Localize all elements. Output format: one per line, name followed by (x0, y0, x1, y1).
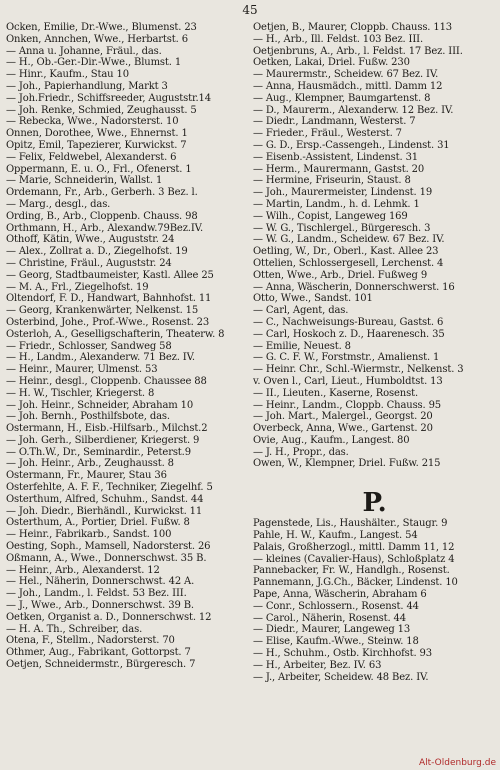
right-column (253, 22, 496, 683)
directory-entry: v. Oven l., Carl, Lieut., Humboldtst. 13 (253, 375, 443, 387)
directory-entry: Otena, F., Stellm., Nadorsterst. 70 (6, 635, 175, 647)
directory-entry: Onnen, Dorothee, Wwe., Ehnernst. 1 (6, 128, 188, 140)
directory-entry: — C., Nachweisungs-Bureau, Gastst. 6 (253, 316, 444, 328)
section-letter: P. (362, 488, 387, 519)
directory-entry: — H., Arbeiter, Bez. IV. 63 (253, 659, 382, 671)
directory-entry: — Joh. Bernh., Posthilfsbote, das. (6, 411, 170, 423)
directory-entry: Othmer, Aug., Fabrikant, Gottorpst. 7 (6, 647, 191, 659)
directory-entry: Osterbind, Johe., Prof.-Wwe., Rosenst. 23 (6, 316, 210, 328)
directory-entry: Othoff, Kätin, Wwe., Auguststr. 24 (6, 234, 175, 246)
directory-entry: — Hel., Näherin, Donnerschwst. 42 A. (6, 576, 195, 588)
directory-entry: — Heinr., desgl., Cloppenb. Chaussee 88 (6, 375, 207, 387)
directory-entry: — Heinr., Maurer, Ulmenst. 53 (6, 364, 158, 376)
directory-entry: — Georg, Stadtbaumeister, Kastl. Allee 25 (6, 269, 214, 281)
directory-entry: Pannebacker, Fr. W., Handlgh., Rosenst. (253, 565, 450, 577)
directory-entry: Owen, W., Klempner, Driel. Fußw. 215 (253, 458, 441, 470)
directory-entry: — Heinr. Chr., Schl.-Wiermstr., Nelkenst. 3 (253, 364, 464, 376)
directory-entry: — Alex., Zollrat a. D., Ziegelhofst. 19 (6, 246, 188, 258)
directory-entry: — M. A., Frl., Ziegelhofst. 19 (6, 281, 149, 293)
directory-entry: Ording, B., Arb., Cloppenb. Chauss. 98 (6, 210, 198, 222)
directory-entry: — Wilh., Copist, Langeweg 169 (253, 210, 408, 222)
directory-entry: — Anna, Hausmädch., mittl. Damm 12 (253, 80, 443, 92)
directory-entry: — W. G., Tischlergel., Bürgeresch. 3 (253, 222, 431, 234)
directory-entry: — Carl, Agent, das. (253, 305, 349, 317)
directory-entry: — Carol., Näherin, Rosenst. 44 (253, 612, 406, 624)
directory-entry: Oetjen, Schneidermstr., Bürgeresch. 7 (6, 659, 196, 671)
directory-entry: — Diedr., Landmann, Westerst. 7 (253, 116, 416, 128)
directory-entry: — Friedr., Schlosser, Sandweg 58 (6, 340, 172, 352)
directory-entry: — Elise, Kaufm.-Wwe., Steinw. 18 (253, 636, 419, 648)
directory-entry: Ostermann, H., Eisb.-Hilfsarb., Milchst.2 (6, 423, 208, 435)
directory-entry: — Heinr., Landm., Cloppb. Chauss. 95 (253, 399, 442, 411)
directory-entry: — Marg., desgl., das. (6, 198, 111, 210)
directory-entry: Osterthum, Alfred, Schuhm., Sandst. 44 (6, 493, 204, 505)
left-column (6, 22, 249, 671)
directory-entry: — Hinr., Kaufm., Stau 10 (6, 69, 129, 81)
directory-entry: — Joh. Heinr., Arb., Zeughausst. 8 (6, 458, 174, 470)
right-column-entries-p (253, 518, 496, 683)
directory-entry: Ovie, Aug., Kaufm., Langest. 80 (253, 434, 410, 446)
directory-entry: — H. W., Tischler, Kriegerst. 8 (6, 387, 155, 399)
directory-entry: Ostermann, Fr., Maurer, Stau 36 (6, 470, 167, 482)
directory-entry: Overbeck, Anna, Wwe., Gartenst. 20 (253, 423, 433, 435)
directory-entry: — Anna, Wäscherin, Donnerschwerst. 16 (253, 281, 455, 293)
directory-entry: — II., Lieuten., Kaserne, Rosenst. (253, 387, 418, 399)
directory-entry: Pannemann, J.G.Ch., Bäcker, Lindenst. 10 (253, 577, 458, 589)
directory-entry: — Hermine, Friseurin, Staust. 8 (253, 175, 411, 187)
directory-entry: — Georg, Krankenwärter, Nelkenst. 15 (6, 305, 199, 317)
directory-entry: Oltendorf, F. D., Handwart, Bahnhofst. 11 (6, 293, 212, 305)
directory-entry: Oetjenbruns, A., Arb., l. Feldst. 17 Bez. III. (253, 45, 463, 57)
directory-entry: — J., Wwe., Arb., Donnerschwst. 39 B. (6, 600, 194, 612)
directory-entry: — D., Maurerm., Alexanderw. 12 Bez. IV. (253, 104, 454, 116)
directory-entry: — G. C. F. W., Forstmstr., Amalienst. 1 (253, 352, 440, 364)
directory-entry: — Heinr., Fabrikarb., Sandst. 100 (6, 529, 172, 541)
directory-entry: — H., Ob.-Ger.-Dir.-Wwe., Blumst. 1 (6, 57, 182, 69)
directory-entry: — Frieder., Fräul., Westerst. 7 (253, 128, 402, 140)
page-number: 45 (242, 3, 258, 17)
directory-entry: Orthmann, H., Arb., Alexandw.79Bez.IV. (6, 222, 203, 234)
directory-entry: Pagenstede, Lis., Haushälter., Staugr. 9 (253, 518, 448, 530)
directory-entry: Oesting, Soph., Mamsell, Nadorsterst. 26 (6, 541, 211, 553)
directory-entry: — Joh., Landm., l. Feldst. 53 Bez. III. (6, 588, 187, 600)
directory-entry: — Joh. Mart., Malergel., Georgst. 20 (253, 411, 433, 423)
directory-entry: Ocken, Emilie, Dr.-Wwe., Blumenst. 23 (6, 22, 197, 33)
directory-entry: Oetken, Lakai, Driel. Fußw. 230 (253, 57, 410, 69)
directory-entry: — Maurermstr., Scheidew. 67 Bez. IV. (253, 69, 439, 81)
directory-entry: Otten, Wwe., Arb., Driel. Fußweg 9 (253, 269, 428, 281)
directory-entry: Opitz, Emil, Tapezierer, Kurwickst. 7 (6, 139, 187, 151)
directory-entry: — H., Landm., Alexanderw. 71 Bez. IV. (6, 352, 195, 364)
directory-entry: — Joh. Heinr., Schneider, Abraham 10 (6, 399, 194, 411)
directory-entry: — Emilie, Neuest. 8 (253, 340, 351, 352)
directory-entry: — Felix, Feldwebel, Alexanderst. 6 (6, 151, 177, 163)
directory-entry: — Joh. Renke, Schmied, Zeughausst. 5 (6, 104, 197, 116)
directory-entry: — Heinr., Arb., Alexanderst. 12 (6, 564, 160, 576)
directory-entry: — H., Arb., Ill. Feldst. 103 Bez. III. (253, 33, 423, 45)
directory-entry: — Joh.Friedr., Schiffsreeder, Auguststr.14 (6, 92, 211, 104)
directory-entry: Onken, Annchen, Wwe., Herbartst. 6 (6, 33, 188, 45)
directory-entry: — Joh., Maurermeister, Lindenst. 19 (253, 187, 433, 199)
directory-entry: Osterthum, A., Portier, Driel. Fußw. 8 (6, 517, 190, 529)
directory-entry: — Martin, Landm., h. d. Lehmk. 1 (253, 198, 420, 210)
directory-entry: — J. H., Propr., das. (253, 446, 349, 458)
right-column-entries-o (253, 22, 496, 470)
directory-entry: — Christine, Fräul., Auguststr. 24 (6, 257, 172, 269)
directory-entry: Osterloh, A., Geselligschafterin, Theaterw. 8 (6, 328, 225, 340)
directory-entry: — Rebecka, Wwe., Nadorsterst. 10 (6, 116, 179, 128)
directory-entry: — Joh. Gerh., Silberdiener, Kriegerst. 9 (6, 434, 200, 446)
directory-entry: — G. D., Ersp.-Cassengeh., Lindenst. 31 (253, 139, 450, 151)
section-gap (253, 470, 496, 488)
directory-entry: Ottelien, Schlossergesell, Lerchenst. 4 (253, 257, 444, 269)
directory-entry: — Conr., Schlossern., Rosenst. 44 (253, 600, 419, 612)
directory-entry: Oetken, Organist a. D., Donnerschwst. 12 (6, 611, 212, 623)
directory-entry: — W. G., Landm., Scheidew. 67 Bez. IV. (253, 234, 445, 246)
directory-entry: Palais, Großherzogl., mittl. Damm 11, 12 (253, 541, 455, 553)
directory-entry: Pahle, H. W., Kaufm., Langest. 54 (253, 530, 418, 542)
directory-entry: Ordemann, Fr., Arb., Gerberh. 3 Bez. l. (6, 187, 198, 199)
directory-entry: — Aug., Klempner, Baumgartenst. 8 (253, 92, 431, 104)
directory-entry: Otto, Wwe., Sandst. 101 (253, 293, 373, 305)
directory-entry: — H. A. Th., Schreiber, das. (6, 623, 143, 635)
directory-entry: — Eisenb.-Assistent, Lindenst. 31 (253, 151, 419, 163)
directory-entry: — Diedr., Maurer, Langeweg 13 (253, 624, 411, 636)
directory-entry: — Carl, Hoskoch z. D., Haarenesch. 35 (253, 328, 445, 340)
directory-entry: Oetling, W., Dr., Oberl., Kast. Allee 23 (253, 246, 439, 258)
directory-entry: — O.Th.W., Dr., Seminardir., Peterst.9 (6, 446, 191, 458)
directory-entry: Oppermann, E. u. O., Frl., Ofenerst. 1 (6, 163, 192, 175)
directory-entry: — H., Schuhm., Ostb. Kirchhofst. 93 (253, 648, 432, 660)
directory-entry: — Joh. Diedr., Bierhändl., Kurwickst. 11 (6, 505, 203, 517)
directory-entry: Oetjen, B., Maurer, Cloppb. Chauss. 113 (253, 22, 452, 33)
directory-entry: — Joh., Papierhandlung, Markt 3 (6, 80, 168, 92)
directory-entry: — kleines (Cavalier-Haus), Schloßplatz 4 (253, 553, 455, 565)
directory-entry: — Marie, Schneiderin, Wallst. 1 (6, 175, 163, 187)
directory-entry: — Anna u. Johanne, Fräul., das. (6, 45, 162, 57)
directory-entry: Osterfehlte, A. F. F., Techniker, Ziegelhf. 5 (6, 482, 213, 494)
directory-entry: — Herm., Maurermann, Gastst. 20 (253, 163, 425, 175)
directory-entry: Oßmann, A., Wwe., Donnerschwst. 35 B. (6, 552, 207, 564)
watermark: Alt-Oldenburg.de (418, 758, 496, 768)
directory-entry: — J., Arbeiter, Scheidew. 48 Bez. IV. (253, 671, 429, 683)
directory-entry: Pape, Anna, Wäscherin, Abraham 6 (253, 589, 427, 601)
